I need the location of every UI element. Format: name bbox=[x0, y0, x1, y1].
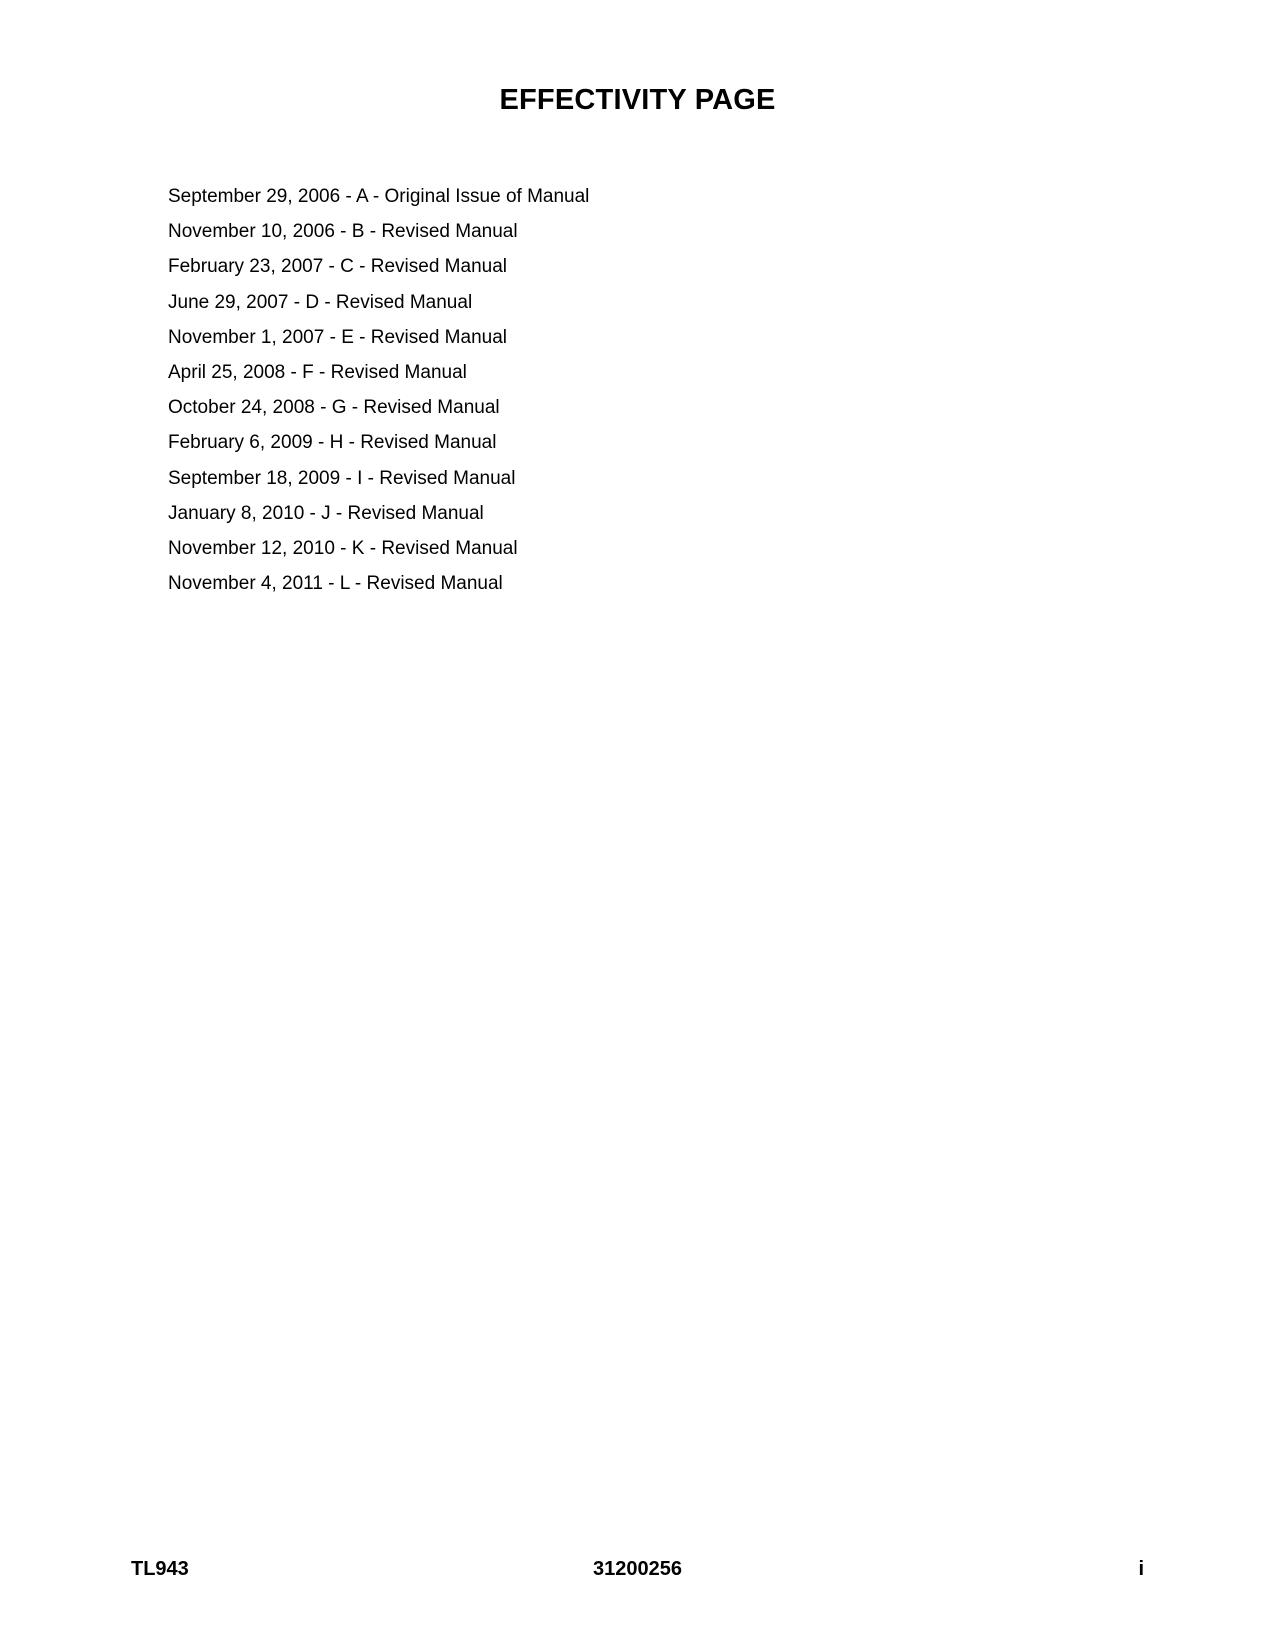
revision-item: November 12, 2010 - K - Revised Manual bbox=[168, 537, 518, 559]
revision-item: June 29, 2007 - D - Revised Manual bbox=[168, 291, 473, 313]
footer-part-number: 31200256 bbox=[593, 1558, 682, 1580]
footer-page-number: i bbox=[1138, 1558, 1144, 1580]
revision-item: October 24, 2008 - G - Revised Manual bbox=[168, 397, 500, 419]
revision-item: November 10, 2006 - B - Revised Manual bbox=[168, 221, 518, 243]
revision-item: September 18, 2009 - I - Revised Manual bbox=[168, 467, 516, 489]
revision-item: November 4, 2011 - L - Revised Manual bbox=[168, 573, 503, 595]
revision-item: February 23, 2007 - C - Revised Manual bbox=[168, 256, 507, 278]
revision-item: January 8, 2010 - J - Revised Manual bbox=[168, 502, 484, 524]
revision-list bbox=[168, 179, 589, 601]
revision-item: November 1, 2007 - E - Revised Manual bbox=[168, 326, 507, 348]
revision-item: September 29, 2006 - A - Original Issue of Manual bbox=[168, 186, 590, 207]
revision-item: February 6, 2009 - H - Revised Manual bbox=[168, 432, 497, 454]
revision-item: April 25, 2008 - F - Revised Manual bbox=[168, 361, 467, 383]
footer-model: TL943 bbox=[131, 1558, 189, 1580]
page-title: EFFECTIVITY PAGE bbox=[499, 84, 776, 116]
